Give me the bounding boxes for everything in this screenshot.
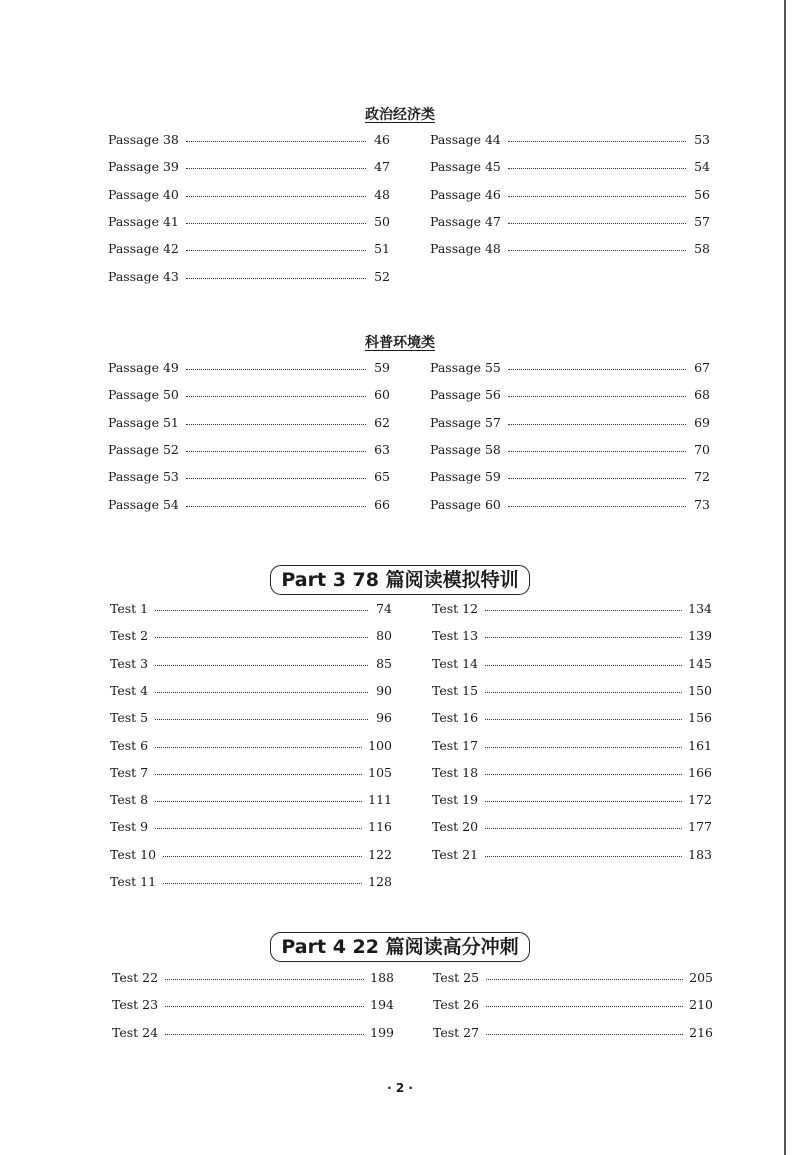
- toc-entry-page: 56: [694, 186, 710, 202]
- toc-entry-label: Test 10: [110, 846, 157, 862]
- toc-entry: [433, 964, 713, 991]
- toc-entry-label: Test 11: [110, 874, 157, 889]
- toc-dot-leader: [186, 196, 366, 197]
- toc-entry-label: Passage 43: [108, 268, 179, 284]
- section-title-science-text: 科普环境类: [365, 335, 435, 351]
- part4-title: [0, 932, 800, 962]
- toc-entry-label: Passage 42: [108, 241, 179, 257]
- toc-entry: [110, 841, 392, 868]
- toc-entry: [432, 759, 712, 786]
- toc-entry-label: Passage 40: [108, 186, 179, 202]
- toc-dot-leader: [186, 396, 366, 397]
- toc-entry-page: 96: [376, 710, 392, 726]
- toc-entry-page: 116: [368, 819, 392, 835]
- toc-entry-page: 70: [694, 441, 710, 457]
- toc-entry-label: Passage 59: [430, 469, 501, 485]
- toc-entry-page: 166: [688, 764, 712, 780]
- toc-dot-leader: [165, 1006, 364, 1007]
- toc-entry: [110, 704, 392, 731]
- toc-entry-label: Passage 38: [108, 132, 179, 147]
- toc-entry-page: 74: [376, 601, 392, 616]
- toc-dot-leader: [508, 196, 686, 197]
- toc-entry-label: Passage 50: [108, 387, 179, 403]
- toc-dot-leader: [155, 692, 368, 693]
- toc-dot-leader: [163, 856, 362, 857]
- section-title-politics: [0, 104, 800, 124]
- toc-entry: [430, 208, 710, 235]
- toc-entry: [432, 595, 712, 622]
- toc-entry: [430, 181, 710, 208]
- toc-entry: [432, 650, 712, 677]
- toc-entry: [108, 491, 390, 518]
- toc-entry: [430, 381, 710, 408]
- toc-entry: [110, 595, 392, 622]
- toc-entry-label: Passage 54: [108, 496, 179, 512]
- toc-entry-page: 60: [374, 387, 390, 403]
- toc-entry: [432, 841, 712, 868]
- part4-title-text: Part 4 22 篇阅读高分冲刺: [270, 932, 529, 962]
- toc-dot-leader: [508, 369, 686, 370]
- toc-dot-leader: [486, 979, 683, 980]
- toc-dot-leader: [155, 774, 362, 775]
- toc-dot-leader: [155, 637, 368, 638]
- toc-entry-page: 72: [694, 469, 710, 485]
- toc-dot-leader: [485, 610, 682, 611]
- page-number: · 2 ·: [387, 1081, 413, 1095]
- toc-entry-label: Passage 45: [430, 159, 501, 175]
- part3-title-text: Part 3 78 篇阅读模拟特训: [270, 565, 529, 595]
- toc-entry-label: Passage 58: [430, 441, 501, 457]
- toc-dot-leader: [155, 665, 368, 666]
- toc-entry-page: 122: [368, 846, 392, 862]
- toc-entry-page: 161: [688, 737, 712, 753]
- toc-entry-page: 188: [370, 970, 394, 985]
- toc-entry-page: 134: [688, 601, 712, 616]
- toc-entry-page: 150: [688, 682, 712, 698]
- toc-dot-leader: [485, 637, 682, 638]
- toc-entry-page: 58: [694, 241, 710, 257]
- toc-entry-label: Passage 53: [108, 469, 179, 485]
- toc-entry-label: Passage 44: [430, 132, 501, 147]
- toc-dot-leader: [186, 141, 366, 142]
- toc-entry: [430, 436, 710, 463]
- toc-dot-leader: [186, 369, 366, 370]
- toc-entry-label: Passage 39: [108, 159, 179, 175]
- toc-dot-leader: [186, 451, 366, 452]
- toc-entry-label: Test 23: [112, 997, 159, 1013]
- toc-entry-label: Test 17: [432, 737, 479, 753]
- toc-dot-leader: [508, 168, 686, 169]
- toc-entry: [110, 622, 392, 649]
- toc-entry: [108, 208, 390, 235]
- toc-entry-page: 90: [376, 682, 392, 698]
- toc-entry-page: 183: [688, 846, 712, 862]
- toc-dot-leader: [485, 856, 682, 857]
- toc-entry: [433, 991, 713, 1018]
- toc-dot-leader: [155, 610, 368, 611]
- toc-entry: [108, 235, 390, 262]
- toc-entry-page: 46: [374, 132, 390, 147]
- toc-entry-label: Test 27: [433, 1024, 480, 1040]
- toc-entry-label: Test 14: [432, 655, 479, 671]
- toc-entry-page: 69: [694, 414, 710, 430]
- toc-entry-label: Passage 47: [430, 213, 501, 229]
- toc-entry: [108, 436, 390, 463]
- toc-dot-leader: [165, 979, 364, 980]
- toc-entry-page: 53: [694, 132, 710, 147]
- toc-dot-leader: [508, 424, 686, 425]
- toc-dot-leader: [508, 451, 686, 452]
- toc-dot-leader: [508, 396, 686, 397]
- toc-dot-leader: [186, 223, 366, 224]
- toc-dot-leader: [186, 506, 366, 507]
- toc-entry: [108, 263, 390, 290]
- toc-entry-page: 63: [374, 441, 390, 457]
- toc-dot-leader: [485, 692, 682, 693]
- toc-entry-page: 51: [374, 241, 390, 257]
- toc-entry: [110, 786, 392, 813]
- toc-entry-label: Test 21: [432, 846, 479, 862]
- toc-dot-leader: [186, 424, 366, 425]
- toc-entry: [432, 732, 712, 759]
- toc-entry-page: 145: [688, 655, 712, 671]
- toc-entry-page: 47: [374, 159, 390, 175]
- toc-entry-label: Test 19: [432, 792, 479, 808]
- toc-entry: [110, 813, 392, 840]
- toc-entry-label: Test 15: [432, 682, 479, 698]
- toc-entry: [110, 868, 392, 895]
- toc-dot-leader: [485, 719, 682, 720]
- section-title-science: [0, 332, 800, 352]
- toc-entry-label: Test 2: [110, 628, 149, 644]
- section-title-politics-text: 政治经济类: [365, 107, 435, 123]
- toc-entry-page: 54: [694, 159, 710, 175]
- toc-dot-leader: [485, 774, 682, 775]
- toc-entry-page: 59: [374, 360, 390, 375]
- toc-entry-page: 80: [376, 628, 392, 644]
- toc-dot-leader: [186, 278, 366, 279]
- toc-entry-page: 50: [374, 213, 390, 229]
- toc-dot-leader: [485, 665, 682, 666]
- toc-entry-label: Test 22: [112, 970, 159, 985]
- toc-dot-leader: [508, 478, 686, 479]
- toc-entry-page: 73: [694, 496, 710, 512]
- toc-dot-leader: [155, 747, 362, 748]
- toc-dot-leader: [486, 1006, 683, 1007]
- toc-dot-leader: [485, 828, 682, 829]
- toc-entry-page: 172: [688, 792, 712, 808]
- toc-entry-label: Test 24: [112, 1024, 159, 1040]
- toc-entry-page: 177: [688, 819, 712, 835]
- toc-entry-label: Passage 52: [108, 441, 179, 457]
- toc-entry: [432, 704, 712, 731]
- toc-entry-label: Test 20: [432, 819, 479, 835]
- toc-entry-page: 100: [368, 737, 392, 753]
- toc-entry-page: 67: [694, 360, 710, 375]
- toc-entry-page: 199: [370, 1024, 394, 1040]
- toc-entry-page: 65: [374, 469, 390, 485]
- toc-dot-leader: [186, 478, 366, 479]
- toc-entry: [432, 813, 712, 840]
- toc-entry-page: 139: [688, 628, 712, 644]
- toc-entry: [430, 153, 710, 180]
- toc-entry-page: 68: [694, 387, 710, 403]
- toc-entry-label: Test 7: [110, 764, 149, 780]
- toc-entry-page: 85: [376, 655, 392, 671]
- toc-entry-label: Passage 57: [430, 414, 501, 430]
- toc-entry-label: Test 6: [110, 737, 149, 753]
- toc-entry-label: Test 13: [432, 628, 479, 644]
- toc-entry: [108, 153, 390, 180]
- toc-entry: [110, 677, 392, 704]
- toc-entry: [432, 677, 712, 704]
- toc-entry: [112, 991, 394, 1018]
- toc-entry-page: 111: [368, 792, 392, 808]
- toc-entry-label: Passage 51: [108, 414, 179, 430]
- toc-entry: [430, 235, 710, 262]
- toc-dot-leader: [186, 168, 366, 169]
- toc-entry: [110, 759, 392, 786]
- toc-entry-label: Test 5: [110, 710, 149, 726]
- toc-entry: [110, 732, 392, 759]
- toc-entry-page: 48: [374, 186, 390, 202]
- toc-entry-label: Passage 48: [430, 241, 501, 257]
- toc-dot-leader: [163, 883, 362, 884]
- toc-entry-label: Test 8: [110, 792, 149, 808]
- toc-entry-label: Passage 60: [430, 496, 501, 512]
- toc-entry-label: Test 18: [432, 764, 479, 780]
- toc-dot-leader: [186, 250, 366, 251]
- toc-dot-leader: [485, 747, 682, 748]
- toc-entry-label: Test 12: [432, 601, 479, 616]
- toc-entry-label: Passage 41: [108, 213, 179, 229]
- toc-dot-leader: [486, 1034, 683, 1035]
- toc-entry: [112, 964, 394, 991]
- toc-entry: [432, 786, 712, 813]
- toc-entry: [432, 622, 712, 649]
- toc-entry: [430, 409, 710, 436]
- toc-entry-page: 210: [689, 997, 713, 1013]
- toc-dot-leader: [508, 223, 686, 224]
- toc-dot-leader: [508, 250, 686, 251]
- toc-dot-leader: [165, 1034, 364, 1035]
- toc-entry: [430, 126, 710, 153]
- toc-entry-label: Passage 56: [430, 387, 501, 403]
- toc-entry-label: Passage 46: [430, 186, 501, 202]
- toc-entry-label: Test 4: [110, 682, 149, 698]
- toc-entry: [110, 650, 392, 677]
- toc-entry-page: 57: [694, 213, 710, 229]
- toc-entry-page: 128: [368, 874, 392, 889]
- toc-dot-leader: [155, 828, 362, 829]
- toc-entry: [108, 409, 390, 436]
- toc-entry: [108, 381, 390, 408]
- toc-entry: [430, 463, 710, 490]
- toc-entry: [430, 491, 710, 518]
- toc-entry: [430, 354, 710, 381]
- toc-entry-label: Passage 55: [430, 360, 501, 375]
- toc-entry: [108, 354, 390, 381]
- toc-dot-leader: [155, 801, 362, 802]
- toc-entry-label: Test 26: [433, 997, 480, 1013]
- toc-entry-page: 156: [688, 710, 712, 726]
- toc-entry-page: 105: [368, 764, 392, 780]
- toc-entry-page: 205: [689, 970, 713, 985]
- toc-entry-page: 216: [689, 1024, 713, 1040]
- toc-entry-page: 194: [370, 997, 394, 1013]
- toc-entry: [112, 1019, 394, 1046]
- toc-entry-label: Passage 49: [108, 360, 179, 375]
- toc-dot-leader: [508, 506, 686, 507]
- toc-entry: [433, 1019, 713, 1046]
- toc-entry-label: Test 16: [432, 710, 479, 726]
- part3-title: [0, 565, 800, 595]
- toc-entry: [108, 181, 390, 208]
- toc-entry: [108, 126, 390, 153]
- toc-dot-leader: [508, 141, 686, 142]
- toc-entry: [108, 463, 390, 490]
- toc-dot-leader: [155, 719, 368, 720]
- toc-entry-label: Test 9: [110, 819, 149, 835]
- toc-entry-label: Test 1: [110, 601, 149, 616]
- toc-dot-leader: [485, 801, 682, 802]
- toc-entry-page: 66: [374, 496, 390, 512]
- toc-entry-label: Test 25: [433, 970, 480, 985]
- toc-entry-page: 52: [374, 268, 390, 284]
- toc-entry-label: Test 3: [110, 655, 149, 671]
- toc-entry-page: 62: [374, 414, 390, 430]
